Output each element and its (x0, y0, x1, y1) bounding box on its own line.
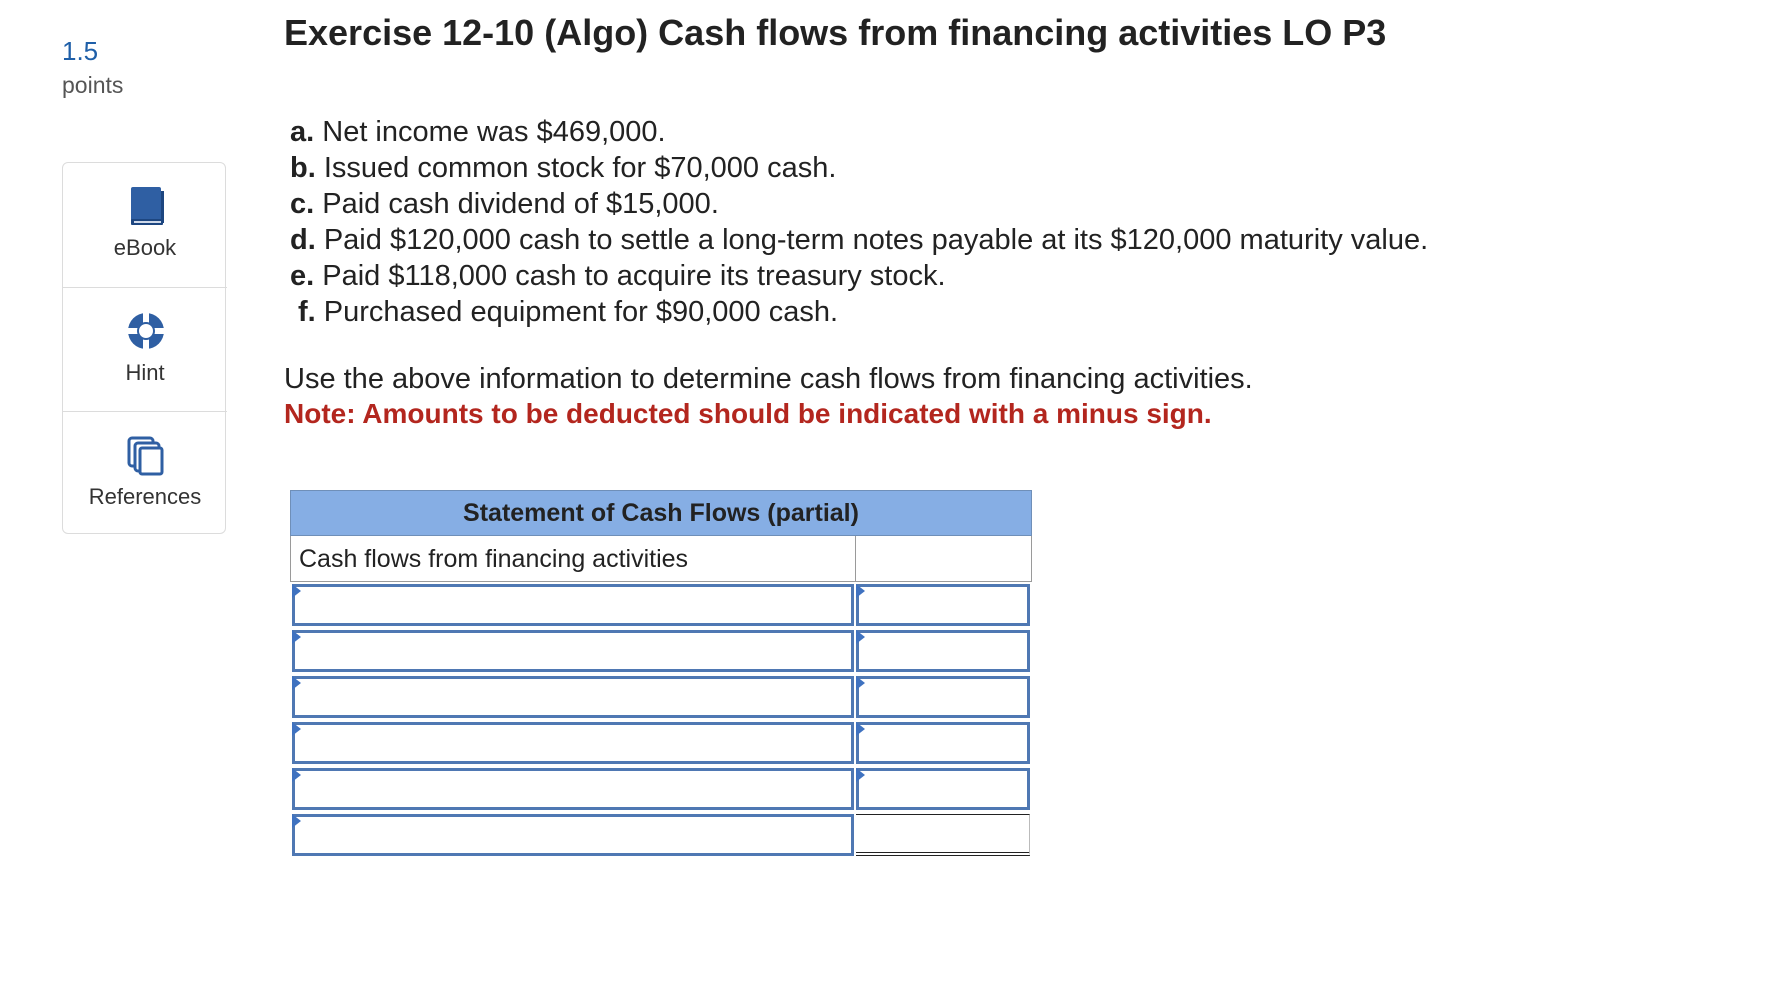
fact-letter: f. (298, 296, 316, 328)
ebook-label: eBook (113, 235, 177, 260)
fact-letter: e. (290, 260, 315, 292)
fact-text: Paid $118,000 cash to acquire its treasury stock. (314, 260, 946, 292)
description-input[interactable] (292, 584, 854, 626)
fact-letter: c. (290, 188, 315, 220)
fact-text: Issued common stock for $70,000 cash. (315, 152, 837, 184)
fact-text: Paid $120,000 cash to settle a long-term notes payable at its $120,000 maturity value. (315, 224, 1429, 256)
amount-input[interactable] (856, 630, 1030, 672)
hint-label: Hint (125, 360, 165, 385)
amount-input[interactable] (856, 584, 1030, 626)
total-row (290, 812, 1032, 858)
fact-item-d (290, 222, 1428, 258)
dropdown-marker-icon (292, 676, 301, 690)
amount-input[interactable] (856, 676, 1030, 718)
tools-panel (62, 162, 226, 534)
table-row (290, 766, 1032, 812)
hint-button[interactable] (63, 287, 227, 412)
section-label: Cash flows from financing activities (299, 545, 689, 573)
dropdown-marker-icon (856, 676, 865, 690)
table-row (290, 628, 1032, 674)
fact-letter: d. (290, 224, 316, 256)
amount-input[interactable] (856, 722, 1030, 764)
note-text: Note: Amounts to be deducted should be indicated with a minus sign. (284, 398, 1212, 429)
table-row (290, 582, 1032, 628)
references-label: References (88, 484, 202, 509)
fact-text: Purchased equipment for $90,000 cash. (315, 296, 839, 328)
points-label: points (62, 72, 124, 98)
ebook-button[interactable] (63, 163, 227, 287)
table-row (290, 674, 1032, 720)
facts-list (290, 114, 1428, 330)
page-title: Exercise 12-10 (Algo) Cash flows from financing activities LO P3 (284, 12, 1387, 53)
total-description-input[interactable] (292, 814, 854, 856)
fact-text: Paid cash dividend of $15,000. (314, 188, 719, 220)
dropdown-marker-icon (292, 768, 301, 782)
description-input[interactable] (292, 722, 854, 764)
dropdown-marker-icon (856, 584, 865, 598)
dropdown-marker-icon (856, 768, 865, 782)
description-input[interactable] (292, 676, 854, 718)
dropdown-marker-icon (856, 630, 865, 644)
fact-text: Net income was $469,000. (314, 116, 666, 148)
lifebuoy-icon (125, 310, 167, 352)
fact-item-c (290, 186, 1428, 222)
column-divider (855, 536, 856, 581)
fact-letter: a. (290, 116, 315, 148)
dropdown-marker-icon (292, 584, 301, 598)
statement-header: Statement of Cash Flows (partial) (290, 490, 1032, 536)
references-button[interactable] (63, 411, 227, 536)
description-input[interactable] (292, 768, 854, 810)
copy-pages-icon (125, 434, 167, 476)
total-amount-cell (856, 814, 1030, 856)
section-row (290, 536, 1032, 582)
description-input[interactable] (292, 630, 854, 672)
points-value: 1.5 (62, 36, 99, 66)
statement-table (290, 490, 1032, 862)
dropdown-marker-icon (292, 630, 301, 644)
fact-letter: b. (290, 152, 316, 184)
dropdown-marker-icon (292, 722, 301, 736)
fact-item-f (290, 294, 1428, 330)
dropdown-marker-icon (292, 814, 301, 828)
fact-item-a (290, 114, 1428, 150)
table-row (290, 720, 1032, 766)
fact-item-e (290, 258, 1428, 294)
dropdown-marker-icon (856, 722, 865, 736)
fact-item-b (290, 150, 1428, 186)
instruction-text: Use the above information to determine cash flows from financing activities. (284, 363, 1253, 395)
book-icon (125, 185, 167, 227)
amount-input[interactable] (856, 768, 1030, 810)
